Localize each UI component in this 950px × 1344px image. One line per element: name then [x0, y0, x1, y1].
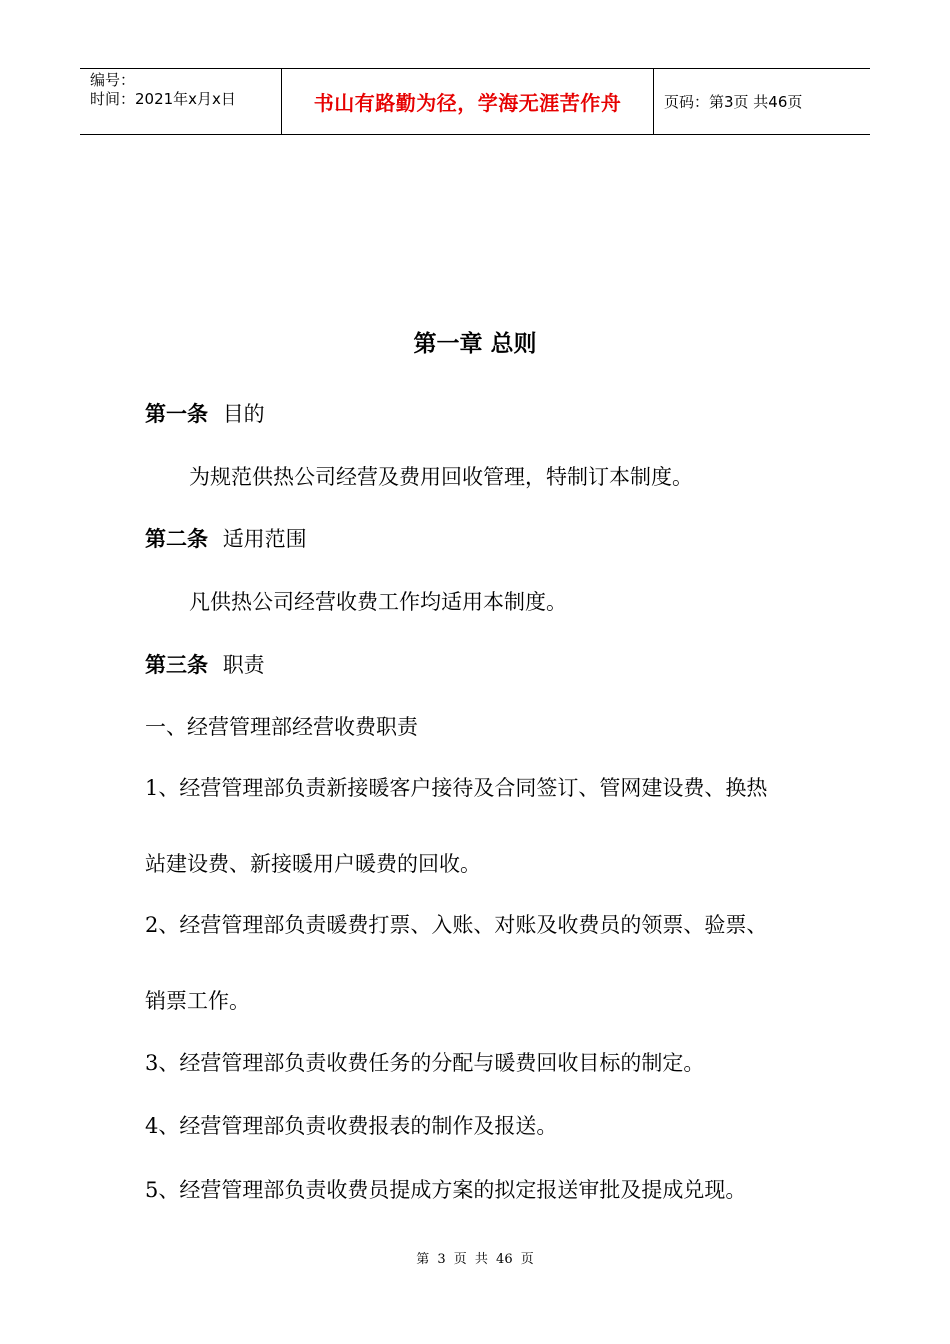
page-header — [80, 68, 870, 135]
header-motto-cell — [281, 69, 654, 134]
list-item: 1、经营管理部负责新接暖客户接待及合同签订、管网建设费、换热 — [145, 776, 768, 800]
article-heading — [145, 398, 265, 428]
list-item: 4、经营管理部负责收费报表的制作及报送。 — [145, 1114, 558, 1138]
article-label: 第三条 — [145, 653, 208, 677]
article-heading — [145, 523, 307, 553]
paragraph: 为规范供热公司经营及费用回收管理，特制订本制度。 — [189, 465, 693, 489]
motto-text: 书山有路勤为径，学海无涯苦作舟 — [313, 91, 622, 115]
article-label: 第一条 — [145, 402, 208, 426]
list-item: 2、经营管理部负责暖费打票、入账、对账及收费员的领票、验票、 — [145, 913, 768, 937]
list-item: 3、经营管理部负责收费任务的分配与暖费回收目标的制定。 — [145, 1051, 705, 1075]
header-page-cell — [654, 69, 870, 134]
list-item-continuation: 销票工作。 — [145, 989, 250, 1013]
list-item: 5、经营管理部负责收费员提成方案的拟定报送审批及提成兑现。 — [145, 1178, 747, 1202]
header-meta-cell — [80, 69, 281, 134]
article-title: 职责 — [222, 653, 265, 677]
article-heading — [145, 649, 265, 679]
serial-label: 编号： — [90, 71, 136, 89]
date-text: 时间：2021年x月x日 — [90, 90, 236, 108]
chapter-title: 第一章 总则 — [413, 331, 537, 357]
article-title: 适用范围 — [222, 527, 307, 551]
article-title: 目的 — [222, 402, 265, 426]
section-heading: 一、经营管理部经营收费职责 — [145, 715, 418, 739]
article-label: 第二条 — [145, 527, 208, 551]
page-footer: 第 3 页 共 46 页 — [416, 1252, 534, 1267]
list-item-continuation: 站建设费、新接暖用户暖费的回收。 — [145, 852, 481, 876]
paragraph: 凡供热公司经营收费工作均适用本制度。 — [189, 590, 567, 614]
page-info: 页码：第3页 共46页 — [664, 93, 803, 111]
